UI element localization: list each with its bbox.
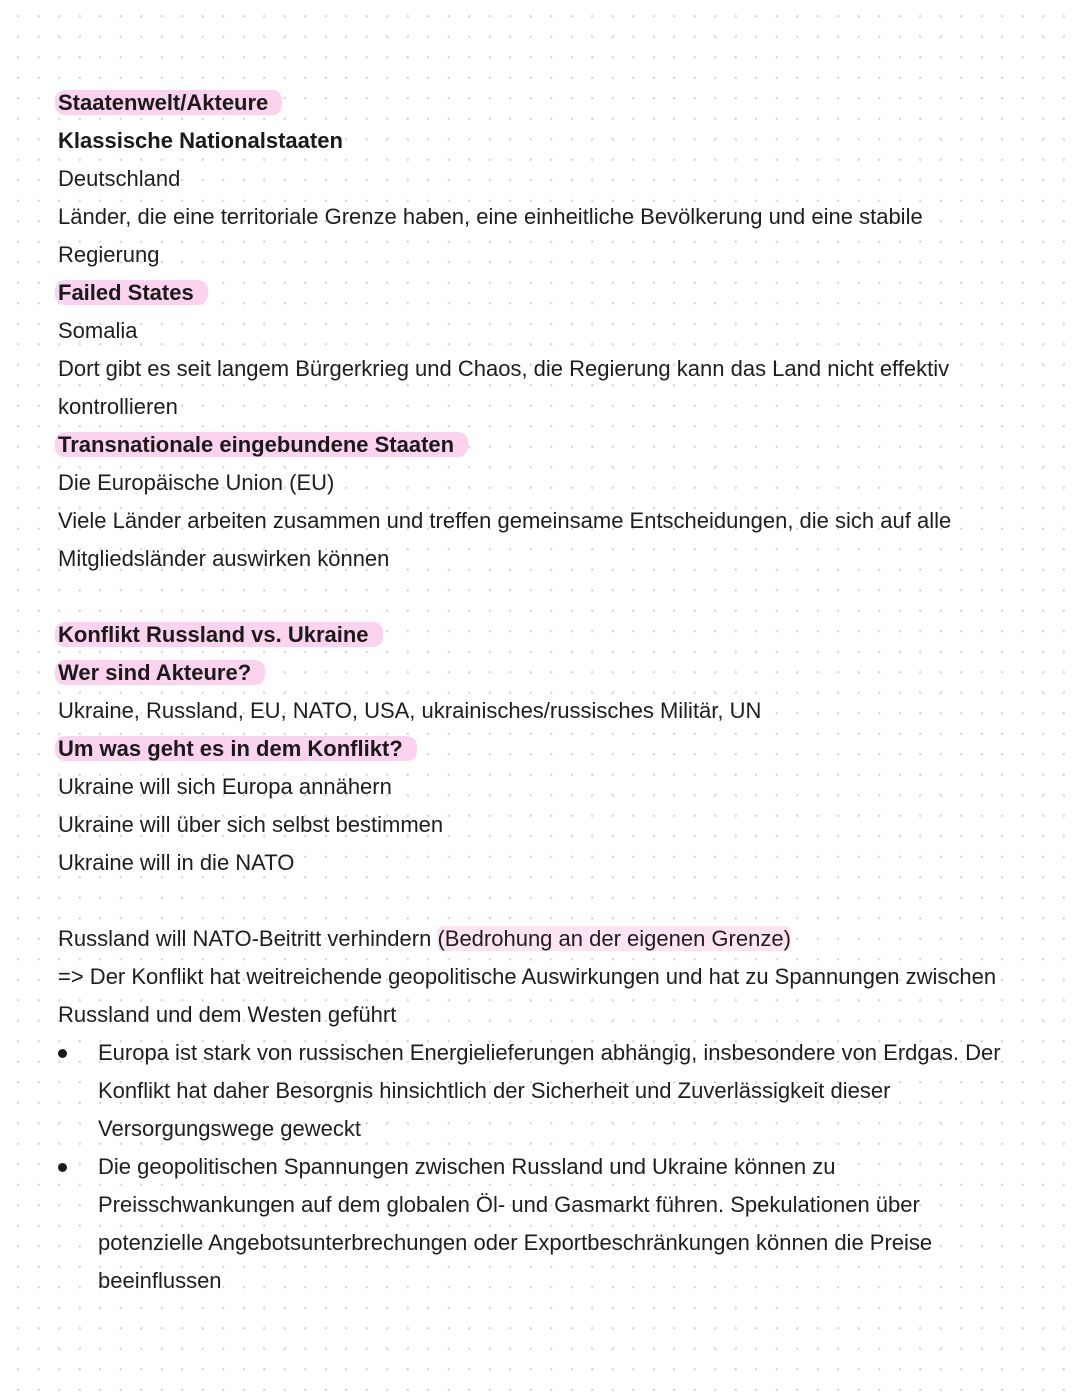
list-item: Ukraine will sich Europa annähern [58, 774, 392, 799]
bullet-text: Die geopolitischen Spannungen zwischen Russland und Ukraine können zu Preisschwankungen auf dem globalen Öl- und Gasmarkt führen. Spekulationen über potenzielle Angebotsunterbrechungen oder Exportbeschränkungen können die Preise beeinflussen [98, 1154, 933, 1293]
russia-statement-highlight: (Bedrohung an der eigenen Grenze) [437, 926, 791, 951]
question-konflikt [58, 730, 1028, 768]
description-transnational: Viele Länder arbeiten zusammen und treffen gemeinsame Entscheidungen, die sich auf alle Mitgliedsländer auswirken können [58, 508, 952, 571]
heading-text: Failed States [55, 280, 208, 305]
heading-text: Wer sind Akteure? [55, 660, 265, 685]
heading-text: Staatenwelt/Akteure [55, 90, 282, 115]
bullet-item [58, 1148, 1028, 1300]
list-item: Ukraine will in die NATO [58, 850, 295, 875]
description-nationalstaaten: Länder, die eine territoriale Grenze haben, eine einheitliche Bevölkerung und eine stabile Regierung [58, 204, 923, 267]
subheading-nationalstaaten: Klassische Nationalstaaten [58, 128, 343, 153]
bullet-list [58, 1034, 1028, 1300]
heading-text: Um was geht es in dem Konflikt? [55, 736, 417, 761]
paragraph-gap [58, 882, 1028, 920]
bullet-dot-icon [58, 1049, 67, 1058]
conclusion: => Der Konflikt hat weitreichende geopolitische Auswirkungen und hat zu Spannungen zwischen Russland und dem Westen geführt [58, 964, 997, 1027]
notes-page [58, 84, 1028, 1300]
russia-statement-text: Russland will NATO-Beitritt verhindern [58, 926, 438, 951]
bullet-dot-icon [58, 1163, 67, 1172]
bullet-text: Europa ist stark von russischen Energielieferungen abhängig, insbesondere von Erdgas. Der Konflikt hat daher Besorgnis hinsichtlich der Sicherheit und Zuverlässigkeit dieser Versorgungswege geweckt [98, 1040, 1001, 1141]
russia-statement [58, 920, 1028, 958]
bullet-item [58, 1034, 1028, 1148]
description-failed-states: Dort gibt es seit langem Bürgerkrieg und Chaos, die Regierung kann das Land nicht effektiv kontrollieren [58, 356, 950, 419]
heading-text: Konflikt Russland vs. Ukraine [55, 622, 383, 647]
example-somalia: Somalia [58, 318, 138, 343]
section-heading-konflikt [58, 616, 1028, 654]
subheading-failed-states [58, 274, 1028, 312]
example-deutschland: Deutschland [58, 166, 181, 191]
example-eu: Die Europäische Union (EU) [58, 470, 335, 495]
question-akteure [58, 654, 1028, 692]
subheading-transnational [58, 426, 1028, 464]
answer-akteure: Ukraine, Russland, EU, NATO, USA, ukrainisches/russisches Militär, UN [58, 698, 762, 723]
list-item: Ukraine will über sich selbst bestimmen [58, 812, 444, 837]
heading-text: Transnationale eingebundene Staaten [55, 432, 468, 457]
paragraph-gap [58, 578, 1028, 616]
section-heading-staatenwelt [58, 84, 1028, 122]
